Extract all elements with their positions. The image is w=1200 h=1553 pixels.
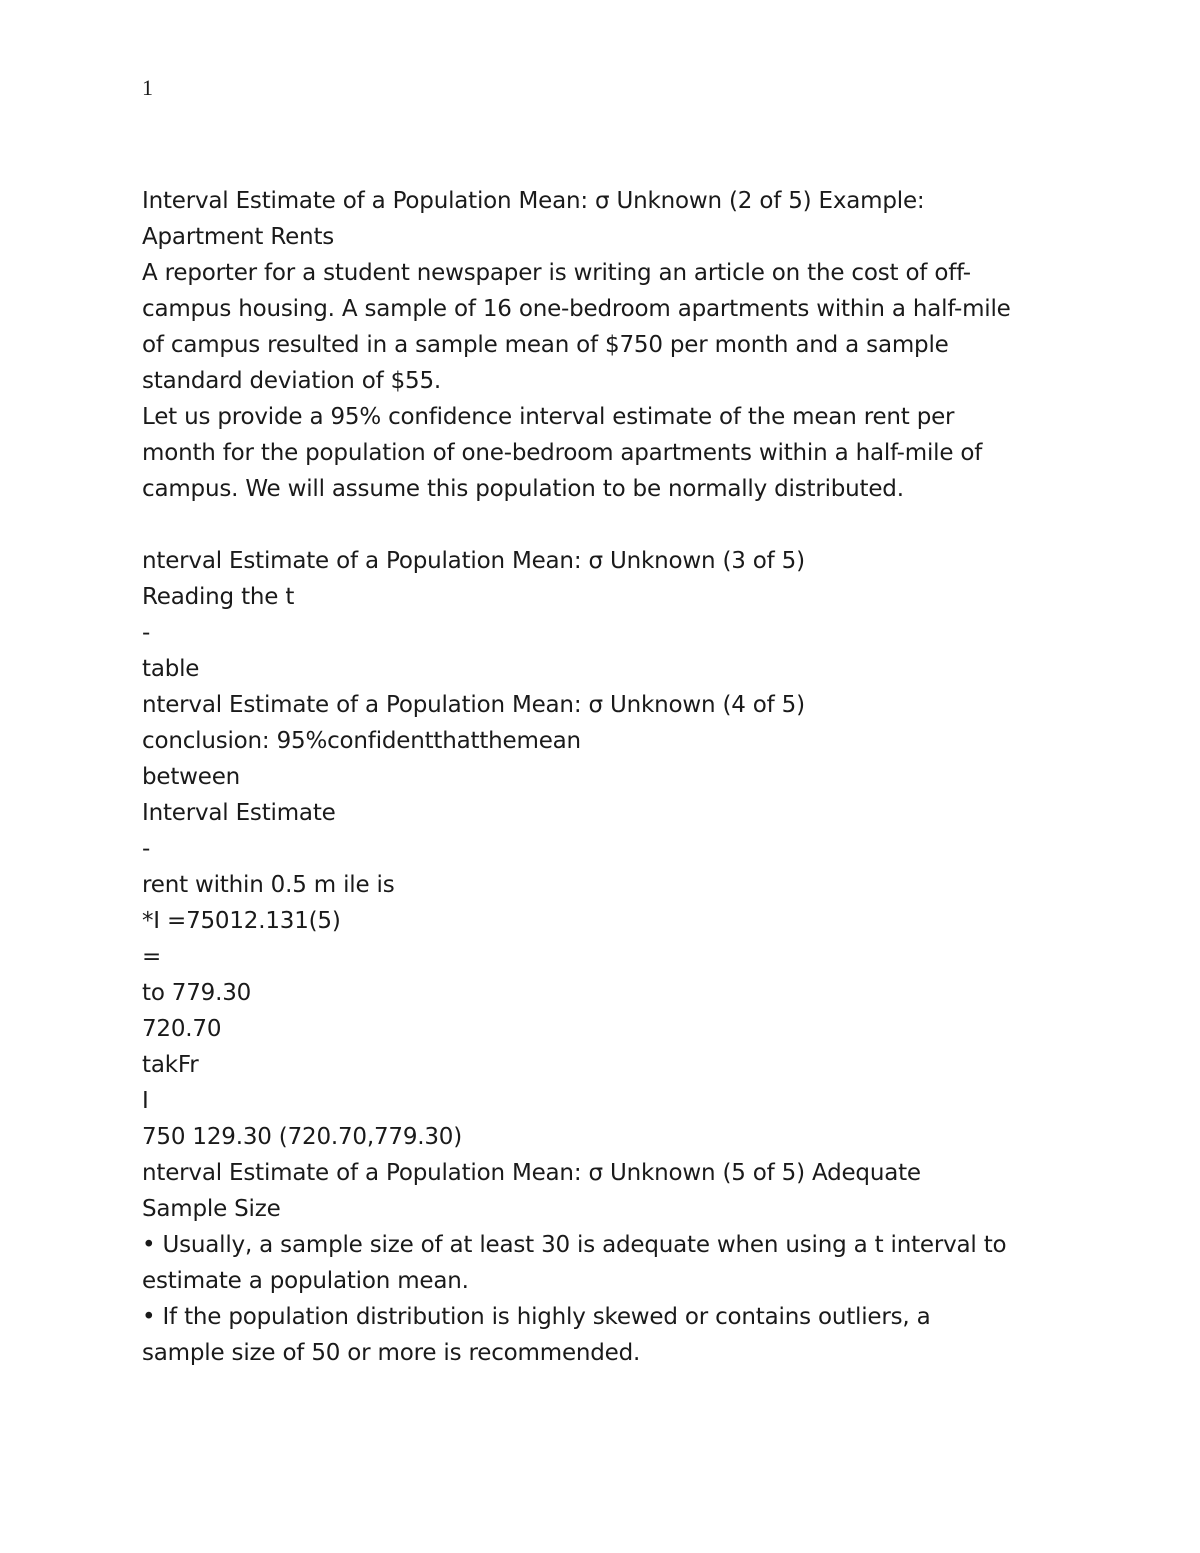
text-line: 750 129.30 (720.70,779.30): [142, 1124, 463, 1150]
text-line: Reading the t: [142, 584, 295, 610]
text-line: standard deviation of $55.: [142, 368, 442, 394]
text-line: -: [142, 620, 151, 646]
page-number: 1: [142, 75, 153, 100]
text-line: takFr: [142, 1052, 199, 1078]
text-line: nterval Estimate of a Population Mean: σ Unknown (4 of 5): [142, 692, 805, 718]
text-line: of campus resulted in a sample mean of $750 per month and a sample: [142, 332, 949, 358]
text-line: campus housing. A sample of 16 one-bedroom apartments within a half-mile: [142, 296, 1011, 322]
text-line: I: [142, 1088, 149, 1114]
text-line: sample size of 50 or more is recommended.: [142, 1340, 641, 1366]
text-line: conclusion: 95%confidentthatthemean: [142, 728, 581, 754]
text-line: Let us provide a 95% confidence interval estimate of the mean rent per: [142, 404, 955, 430]
text-line: month for the population of one-bedroom apartments within a half-mile of: [142, 440, 983, 466]
text-line: =: [142, 944, 162, 970]
paragraph-t-table: [142, 543, 1072, 1371]
text-line: A reporter for a student newspaper is writing an article on the cost of off-: [142, 260, 971, 286]
text-line: campus. We will assume this population to be normally distributed.: [142, 476, 904, 502]
text-line: Sample Size: [142, 1196, 281, 1222]
paragraph-apartment-rents: [142, 183, 1072, 507]
text-line: Interval Estimate: [142, 800, 336, 826]
text-line: *I =75012.131(5): [142, 908, 341, 934]
text-line: rent within 0.5 m ile is: [142, 872, 395, 898]
text-line: 720.70: [142, 1016, 222, 1042]
bullet-item: • If the population distribution is highly skewed or contains outliers, a: [142, 1304, 931, 1330]
text-line: between: [142, 764, 241, 790]
text-line: nterval Estimate of a Population Mean: σ Unknown (3 of 5): [142, 548, 805, 574]
text-line: table: [142, 656, 200, 682]
text-line: estimate a population mean.: [142, 1268, 469, 1294]
text-line: to 779.30: [142, 980, 252, 1006]
text-line: Interval Estimate of a Population Mean: σ Unknown (2 of 5) Example:: [142, 188, 925, 214]
text-line: Apartment Rents: [142, 224, 335, 250]
text-line: nterval Estimate of a Population Mean: σ Unknown (5 of 5) Adequate: [142, 1160, 921, 1186]
document-body: [142, 183, 1072, 1371]
text-line: -: [142, 836, 151, 862]
paragraph-spacer: [142, 507, 1072, 543]
bullet-item: • Usually, a sample size of at least 30 is adequate when using a t interval to: [142, 1232, 1007, 1258]
